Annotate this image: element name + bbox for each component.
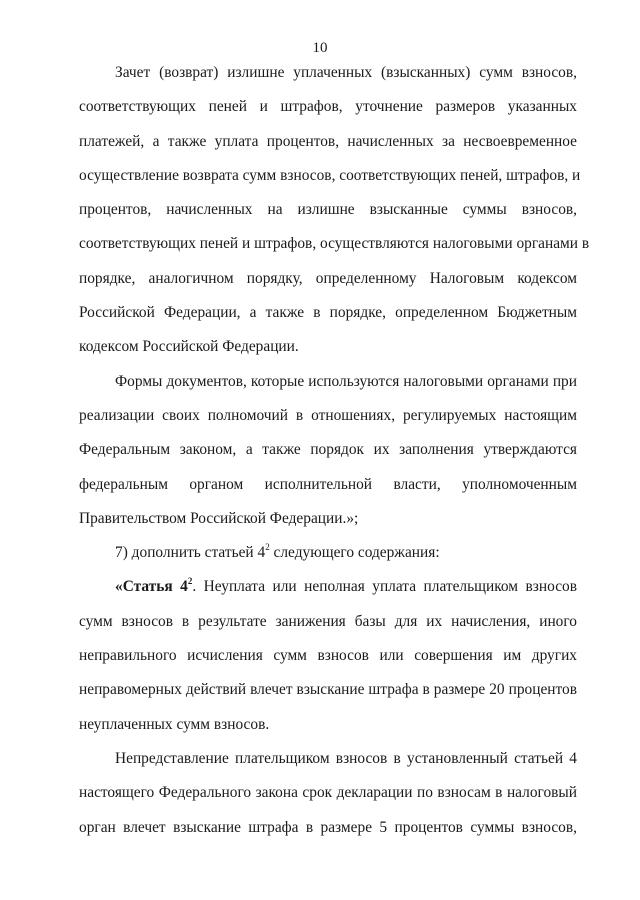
text-line: Правительством Российской Федерации.»; (79, 509, 359, 527)
document-body (79, 56, 590, 845)
article-superscript: 2 (187, 576, 193, 587)
text-line: соответствующих пеней и штрафов, уточнение размеров указанных (79, 98, 577, 116)
article-superscript: 2 (265, 542, 270, 553)
text-line (79, 570, 577, 604)
paragraph-declaration-penalty (79, 742, 577, 845)
text-line: Зачет (возврат) излишне уплаченных (взысканных) сумм взносов, (115, 64, 577, 81)
article-heading (115, 578, 192, 595)
text-line: порядке, аналогичном порядку, определенному Налоговым кодексом (79, 269, 577, 287)
text-line: соответствующих пеней и штрафов, осуществляются налоговыми органами в (79, 235, 590, 253)
text-line: федеральным органом исполнительной власти, уполномоченным (79, 475, 577, 493)
text-line (79, 536, 577, 570)
text-line: реализации своих полномочий в отношениях, регулируемых настоящим (79, 406, 577, 424)
text-line: орган влечет взыскание штрафа в размере 5 процентов суммы взносов, (79, 818, 577, 836)
text-line: Формы документов, которые используются налоговыми органами при (115, 372, 577, 390)
paragraph-article-4-2 (79, 570, 577, 741)
article-text: . Неуплата или неполная уплата плательщиком взносов (192, 578, 577, 596)
amendment-text-end: следующего содержания: (269, 544, 440, 562)
article-heading-text: «Статья 4 (115, 578, 188, 596)
text-line: Непредставление плательщиком взносов в установленный статьей 4 (115, 749, 577, 767)
paragraph-amendment-item-7 (79, 536, 577, 570)
text-line: кодексом Российской Федерации. (79, 338, 299, 356)
text-line: процентов, начисленных на излишне взысканные суммы взносов, (79, 201, 577, 219)
text-line: сумм взносов в результате занижения базы для их начисления, иного (79, 612, 577, 630)
text-line: платежей, а также уплата процентов, начисленных за несвоевременное (79, 132, 577, 150)
text-line: неуплаченных сумм взносов. (79, 715, 270, 733)
text-line: настоящего Федерального закона срок декларации по взносам в налоговый (79, 784, 577, 802)
amendment-text: 7) дополнить статьей 4 (115, 544, 266, 562)
paragraph-offset-refund (79, 56, 590, 365)
text-line: осуществление возврата сумм взносов, соответствующих пеней, штрафов, и (79, 166, 581, 184)
text-line: Российской Федерации, а также в порядке, определенном Бюджетным (79, 304, 577, 322)
text-line: неправильного исчисления сумм взносов или совершения им других (79, 647, 577, 665)
page-number: 10 (312, 40, 328, 56)
text-line: неправомерных действий влечет взыскание штрафа в размере 20 процентов (79, 681, 577, 699)
text-line: Федеральным законом, а также порядок их заполнения утверждаются (79, 441, 577, 459)
paragraph-document-forms (79, 365, 577, 536)
